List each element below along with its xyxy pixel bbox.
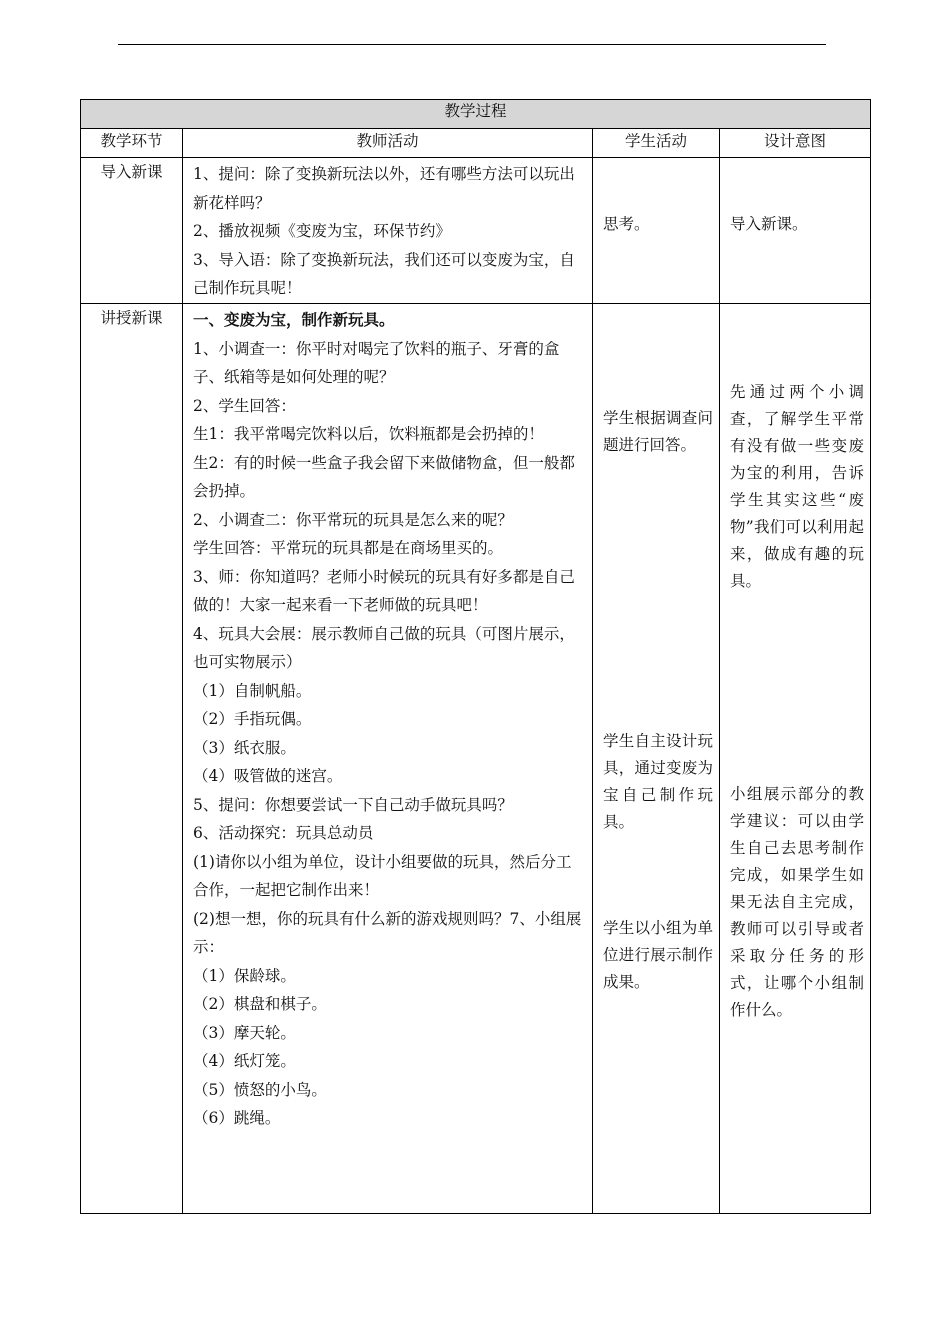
teacher-line: （3）摩天轮。 [193, 1023, 296, 1042]
header-student: 学生活动 [593, 129, 720, 158]
teacher-line: 1、提问：除了变换新玩法以外，还有哪些方法可以玩出新花样吗？ [193, 165, 575, 212]
teacher-activity-cell [183, 304, 593, 1214]
teacher-line: （2）棋盘和棋子。 [193, 995, 327, 1013]
design-intent-cell [720, 304, 871, 1214]
header-teacher: 教师活动 [183, 129, 593, 158]
teacher-line: 4、玩具大会展：展示教师自己做的玩具（可图片展示，也可实物展示） [193, 624, 575, 671]
student-text: 学生自主设计玩具，通过变废为宝自己制作玩具。 [603, 732, 713, 831]
teacher-line: 2、小调查二：你平常玩的玩具是怎么来的呢？ [193, 510, 513, 529]
teacher-line: 生2：有的时候一些盒子我会留下来做储物盒，但一般都会扔掉。 [193, 453, 575, 500]
teacher-line: （2）手指玩偶。 [193, 710, 312, 728]
intent-text: 先通过两个小调查，了解学生平常有没有做一些变废为宝的利用，告诉学生其实这些“废物”我们可以利用起来，做成有趣的玩具。 [730, 383, 865, 590]
teacher-line: （4）吸管做的迷宫。 [193, 767, 343, 785]
header-row [81, 129, 871, 158]
teacher-line: (1)请你以小组为单位，设计小组要做的玩具，然后分工合作，一起把它制作出来！ [193, 852, 572, 899]
teacher-line: 2、播放视频《变废为宝，环保节约》 [193, 222, 451, 240]
table-title: 教学过程 [81, 100, 871, 129]
table-row [81, 304, 871, 1214]
stage-cell: 讲授新课 [81, 304, 183, 1214]
teacher-line: 5、提问：你想要尝试一下自己动手做玩具吗？ [193, 795, 513, 814]
student-text: 思考。 [603, 215, 650, 233]
teacher-line: 6、活动探究：玩具总动员 [193, 824, 374, 842]
student-activity-cell [593, 158, 720, 304]
teacher-line: （3）纸衣服。 [193, 738, 296, 757]
header-stage: 教学环节 [81, 129, 183, 158]
teacher-line: 3、导入语：除了变换新玩法，我们还可以变废为宝，自己制作玩具呢！ [193, 250, 575, 297]
teacher-line: 3、师：你知道吗？老师小时候玩的玩具有好多都是自己做的！大家一起来看一下老师做的玩具吧！ [193, 567, 575, 614]
header-rule [118, 44, 826, 45]
intent-text: 导入新课。 [730, 215, 808, 233]
section-heading: 一、变废为宝，制作新玩具。 [193, 310, 395, 329]
intent-text: 小组展示部分的教学建议：可以由学生自己去思考制作完成，如果学生如果无法自主完成，教师可以引导或者采取分任务的形式，让哪个小组制作什么。 [730, 785, 865, 1019]
stage-cell: 导入新课 [81, 158, 183, 304]
teacher-activity-cell [183, 158, 593, 304]
student-text: 学生根据调查问题进行回答。 [603, 409, 713, 454]
design-intent-cell [720, 158, 871, 304]
teacher-line: 2、学生回答： [193, 396, 296, 415]
teacher-line: （1）保龄球。 [193, 966, 296, 985]
teacher-line: （5）愤怒的小鸟。 [193, 1080, 327, 1099]
teacher-line: （6）跳绳。 [193, 1109, 281, 1127]
teacher-line: （4）纸灯笼。 [193, 1052, 296, 1070]
table-row [81, 158, 871, 304]
lesson-process-table [80, 99, 871, 1214]
teacher-line: （1）自制帆船。 [193, 681, 312, 700]
student-activity-cell [593, 304, 720, 1214]
student-text: 学生以小组为单位进行展示制作成果。 [603, 919, 713, 991]
teacher-line: 生1：我平常喝完饮料以后，饮料瓶都是会扔掉的！ [193, 425, 544, 443]
teacher-line: 学生回答：平常玩的玩具都是在商场里买的。 [193, 539, 504, 557]
header-intent: 设计意图 [720, 129, 871, 158]
teacher-line: (2)想一想，你的玩具有什么新的游戏规则吗？7、小组展示： [193, 909, 582, 956]
teacher-line: 1、小调查一：你平时对喝完了饮料的瓶子、牙膏的盒子、纸箱等是如何处理的呢？ [193, 339, 560, 386]
